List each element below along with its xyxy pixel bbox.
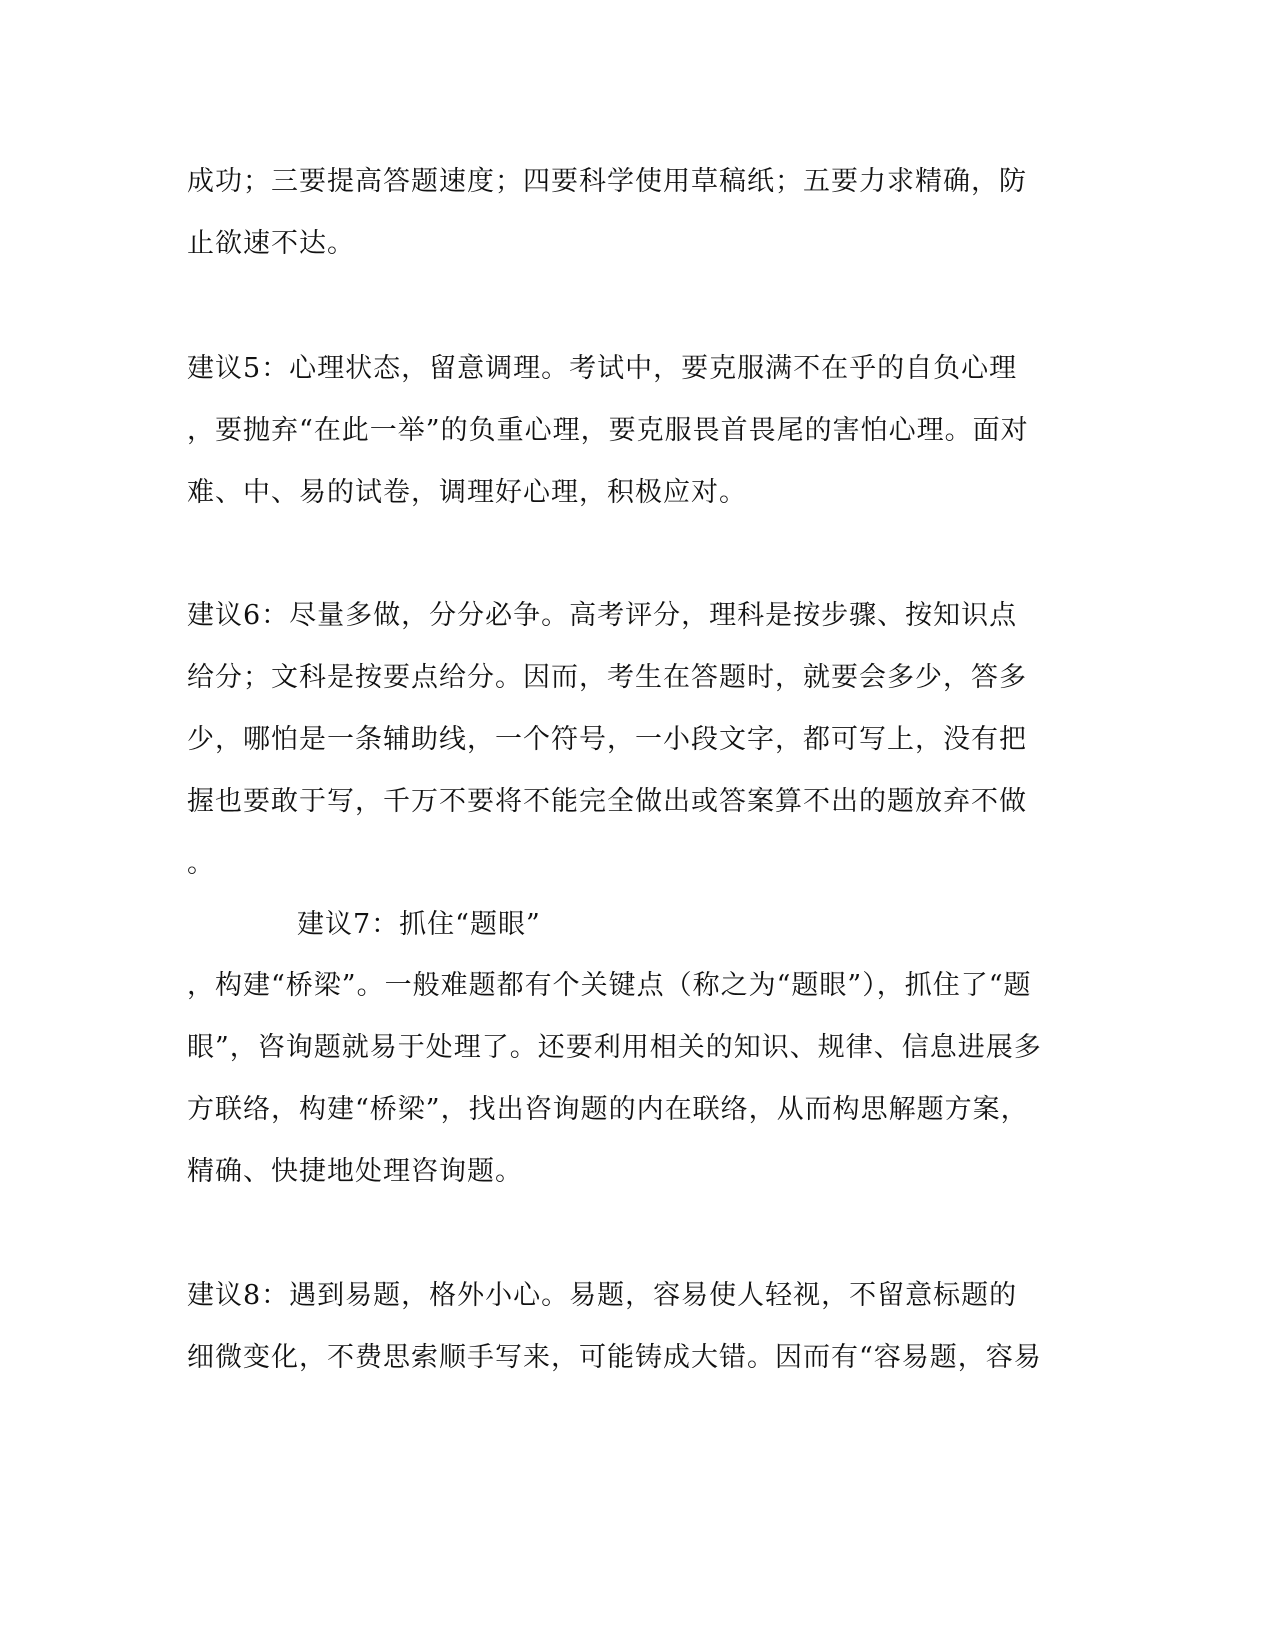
paragraph-line: 方联络，构建“桥梁”，找出咨询题的内在联络，从而构思解题方案，: [187, 1094, 1029, 1125]
paragraph-line: 难、中、易的试卷，调理好心理，积极应对。: [187, 477, 747, 508]
paragraph-line: 。: [187, 848, 215, 879]
paragraph-line: 眼”，咨询题就易于处理了。还要利用相关的知识、规律、信息进展多: [187, 1032, 1042, 1063]
paragraph-line: 握也要敢于写，千万不要将不能完全做出或答案算不出的题放弃不做: [187, 786, 1027, 817]
paragraph-line: 少，哪怕是一条辅助线，一个符号，一小段文字，都可写上，没有把: [187, 724, 1027, 755]
paragraph-line: 建议8：遇到易题，格外小心。易题，容易使人轻视，不留意标题的: [187, 1280, 1018, 1311]
paragraph-line: 精确、快捷地处理咨询题。: [187, 1156, 523, 1187]
paragraph-line: ，构建“桥梁”。一般难题都有个关键点（称之为“题眼”），抓住了“题: [187, 970, 1032, 1001]
paragraph-line: 细微变化，不费思索顺手写来，可能铸成大错。因而有“容易题，容易: [187, 1342, 1042, 1373]
paragraph-line: ，要抛弃“在此一举”的负重心理，要克服畏首畏尾的害怕心理。面对: [187, 415, 1029, 446]
indented-heading-line: 建议7：抓住“题眼”: [297, 909, 541, 940]
paragraph-line: 建议5：心理状态，留意调理。考试中，要克服满不在乎的自负心理: [187, 353, 1018, 384]
paragraph-line: 止欲速不达。: [187, 228, 355, 259]
paragraph-line: 建议6：尽量多做，分分必争。高考评分，理科是按步骤、按知识点: [187, 600, 1018, 631]
paragraph-line: 给分；文科是按要点给分。因而，考生在答题时，就要会多少，答多: [187, 662, 1027, 693]
paragraph-line: 成功；三要提高答题速度；四要科学使用草稿纸；五要力求精确，防: [187, 166, 1027, 197]
